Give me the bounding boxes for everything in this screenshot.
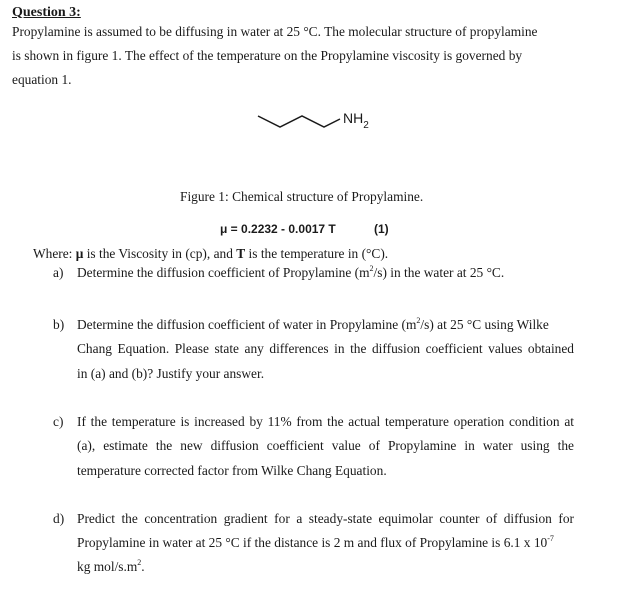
- part-d-line-1: Predict the concentration gradient for a steady-state equimolar counter of diffusion for: [77, 511, 574, 526]
- equation-number: (1): [374, 222, 389, 236]
- intro-line-1: Propylamine is assumed to be diffusing in water at 25 °C. The molecular structure of propylamine: [12, 24, 538, 39]
- part-d-label: d): [53, 511, 65, 526]
- question-title: Question 3:: [12, 5, 81, 20]
- part-a-text-post: /s) in the water at 25 °C.: [373, 265, 505, 280]
- where-line: [33, 246, 388, 262]
- part-a-text-pre: Determine the diffusion coefficient of Propylamine (m: [77, 265, 370, 280]
- where-mid: is the Viscosity in (cp), and: [83, 246, 237, 261]
- part-d-line-2: [77, 535, 554, 551]
- intro-line-3: equation 1.: [12, 72, 72, 87]
- part-b-text-post: /s) at 25 °C using Wilke: [420, 317, 549, 332]
- where-t-symbol: T: [236, 246, 246, 261]
- part-a: [53, 265, 504, 281]
- part-b-text-pre: Determine the diffusion coefficient of water in Propylamine (m: [77, 317, 417, 332]
- where-mu-symbol: μ: [75, 246, 84, 261]
- part-a-label: a): [53, 265, 64, 280]
- part-d-units-superscript: 2: [137, 557, 142, 567]
- part-d-period: .: [141, 559, 145, 574]
- part-a-superscript: 2: [369, 263, 374, 273]
- part-b-line-1: [77, 317, 549, 333]
- part-d-exponent: -7: [547, 533, 554, 543]
- part-c-line-2: (a), estimate the new diffusion coefficient value of Propylamine in water using the: [77, 438, 574, 453]
- where-suffix: is the temperature in (°C).: [245, 246, 389, 261]
- figure-caption: Figure 1: Chemical structure of Propylamine.: [180, 189, 424, 204]
- part-b-label: b): [53, 317, 65, 332]
- part-d-text-pre: Propylamine in water at 25 °C if the distance is 2 m and flux of Propylamine is 6.1 x 10: [77, 535, 548, 550]
- amine-label-subscript: 2: [363, 120, 369, 131]
- part-c-label: c): [53, 414, 64, 429]
- amine-group-label: [343, 110, 369, 131]
- carbon-chain-bonds: [258, 116, 340, 127]
- part-b-line-2: Chang Equation. Please state any differences in the diffusion coefficient values obtained: [77, 341, 574, 356]
- viscosity-equation: μ = 0.2232 - 0.0017 T: [220, 222, 336, 236]
- propylamine-structure: [250, 100, 390, 140]
- amine-label-main: NH: [343, 110, 364, 126]
- intro-line-2: is shown in figure 1. The effect of the temperature on the Propylamine viscosity is governed by: [12, 48, 523, 63]
- part-d-line-3: [77, 559, 145, 575]
- part-d-units: kg mol/s.m: [77, 559, 138, 574]
- part-b-line-3: in (a) and (b)? Justify your answer.: [77, 366, 265, 381]
- where-prefix: Where:: [33, 246, 76, 261]
- part-c-line-3: temperature corrected factor from Wilke Chang Equation.: [77, 463, 387, 478]
- part-b-superscript: 2: [416, 315, 421, 325]
- part-c-line-1: If the temperature is increased by 11% from the actual temperature operation condition at: [77, 414, 574, 429]
